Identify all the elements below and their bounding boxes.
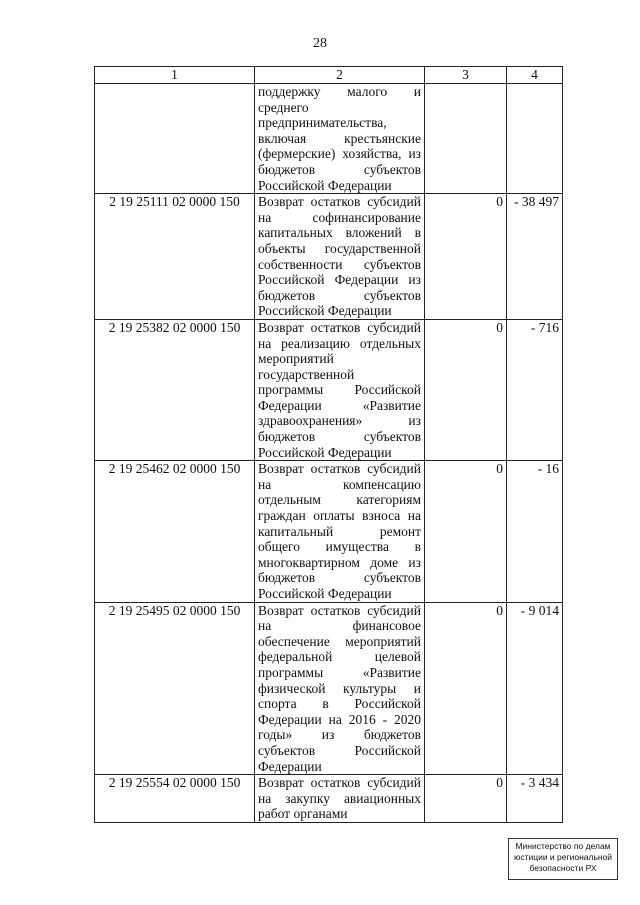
column-3-value (425, 84, 507, 194)
table-row (95, 84, 563, 194)
column-3-value: 0 (425, 319, 507, 460)
description-line: (фермерские) хозяйства, из (258, 146, 421, 162)
table-row (95, 461, 563, 602)
description-line: бюджетов субъектов (258, 429, 421, 445)
column-4-value: - 38 497 (507, 194, 563, 320)
budget-code-cell: 2 19 25382 02 0000 150 (95, 319, 255, 460)
description-line: субъектов Российской (258, 742, 421, 758)
description-line: на финансовое (258, 618, 421, 634)
table-row (95, 602, 563, 775)
description-line: Возврат остатков субсидий (258, 775, 421, 791)
column-4-value: - 716 (507, 319, 563, 460)
table-row (95, 775, 563, 823)
description-line: среднего (258, 99, 309, 115)
column-header: 1 (95, 67, 255, 84)
column-4-value: - 9 014 (507, 602, 563, 775)
description-line: Российской Федерации (258, 586, 392, 601)
description-line: бюджетов субъектов (258, 161, 421, 177)
column-header: 2 (255, 67, 425, 84)
description-line: бюджетов субъектов (258, 287, 421, 303)
description-cell (255, 775, 425, 823)
description-line: мероприятий (258, 351, 334, 367)
description-line: граждан оплаты взноса на (258, 508, 421, 524)
stamp-line: Министерство по делам (515, 841, 611, 851)
description-line: бюджетов субъектов (258, 570, 421, 586)
column-3-value: 0 (425, 775, 507, 823)
description-line: на реализацию отдельных (258, 335, 421, 351)
budget-code-cell: 2 19 25554 02 0000 150 (95, 775, 255, 823)
description-line: федеральной целевой (258, 649, 421, 665)
description-cell (255, 461, 425, 602)
description-line: здравоохранения» из (258, 413, 421, 429)
description-line: общего имущества в (258, 539, 421, 555)
description-line: Возврат остатков субсидий (258, 602, 421, 618)
description-line: Российской Федерации (258, 444, 392, 460)
description-line: Возврат остатков субсидий (258, 194, 421, 210)
description-line: работ органами (258, 806, 348, 822)
description-line: капитальных вложений в (258, 225, 421, 241)
column-header: 4 (507, 67, 563, 84)
description-line: капитальный ремонт (258, 523, 421, 539)
description-line: включая крестьянские (258, 130, 421, 146)
description-line: Федерации (258, 758, 322, 774)
table-row (95, 319, 563, 460)
description-line: предпринимательства, (258, 115, 387, 131)
description-line: объекты государственной (258, 240, 421, 256)
budget-code-cell: 2 19 25111 02 0000 150 (95, 194, 255, 320)
budget-code-cell: 2 19 25462 02 0000 150 (95, 461, 255, 602)
column-4-value: - 16 (507, 461, 563, 602)
description-line: на софинансирование (258, 209, 421, 225)
column-3-value: 0 (425, 194, 507, 320)
table-row (95, 194, 563, 320)
description-cell (255, 194, 425, 320)
description-line: Федерации «Развитие (258, 397, 421, 413)
page-number: 28 (313, 36, 327, 51)
description-line: годы» из бюджетов (258, 727, 421, 743)
description-line: спорта в Российской (258, 696, 421, 712)
description-line: Российской Федерации из (258, 272, 421, 288)
stamp-line: юстиции и региональной (513, 852, 613, 862)
ministry-stamp (508, 838, 618, 880)
description-line: программы Российской (258, 382, 421, 398)
column-header: 3 (425, 67, 507, 84)
description-cell (255, 602, 425, 775)
description-line: обеспечение мероприятий (258, 633, 421, 649)
budget-code-cell (95, 84, 255, 194)
description-line: Российской Федерации (258, 303, 392, 319)
description-cell (255, 319, 425, 460)
description-line: Федерации на 2016 - 2020 (258, 711, 421, 727)
column-4-value: - 3 434 (507, 775, 563, 823)
description-line: отдельным категориям (258, 492, 421, 508)
description-cell (255, 84, 425, 194)
column-4-value (507, 84, 563, 194)
column-3-value: 0 (425, 602, 507, 775)
stamp-line: безопасности РХ (529, 863, 597, 873)
description-line: Возврат остатков субсидий (258, 319, 421, 335)
table-body (95, 84, 563, 823)
description-line: государственной (258, 366, 355, 382)
budget-table (94, 66, 563, 823)
column-3-value: 0 (425, 461, 507, 602)
description-line: многоквартирном доме из (258, 554, 421, 570)
budget-code-cell: 2 19 25495 02 0000 150 (95, 602, 255, 775)
description-line: программы «Развитие (258, 664, 421, 680)
description-line: на компенсацию (258, 476, 421, 492)
description-line: собственности субъектов (258, 256, 421, 272)
description-line: поддержку малого и (258, 84, 421, 99)
description-line: Возврат остатков субсидий (258, 461, 421, 477)
description-line: физической культуры и (258, 680, 421, 696)
description-line: Российской Федерации (258, 177, 392, 193)
header-row (95, 67, 563, 84)
description-line: на закупку авиационных (258, 790, 421, 806)
